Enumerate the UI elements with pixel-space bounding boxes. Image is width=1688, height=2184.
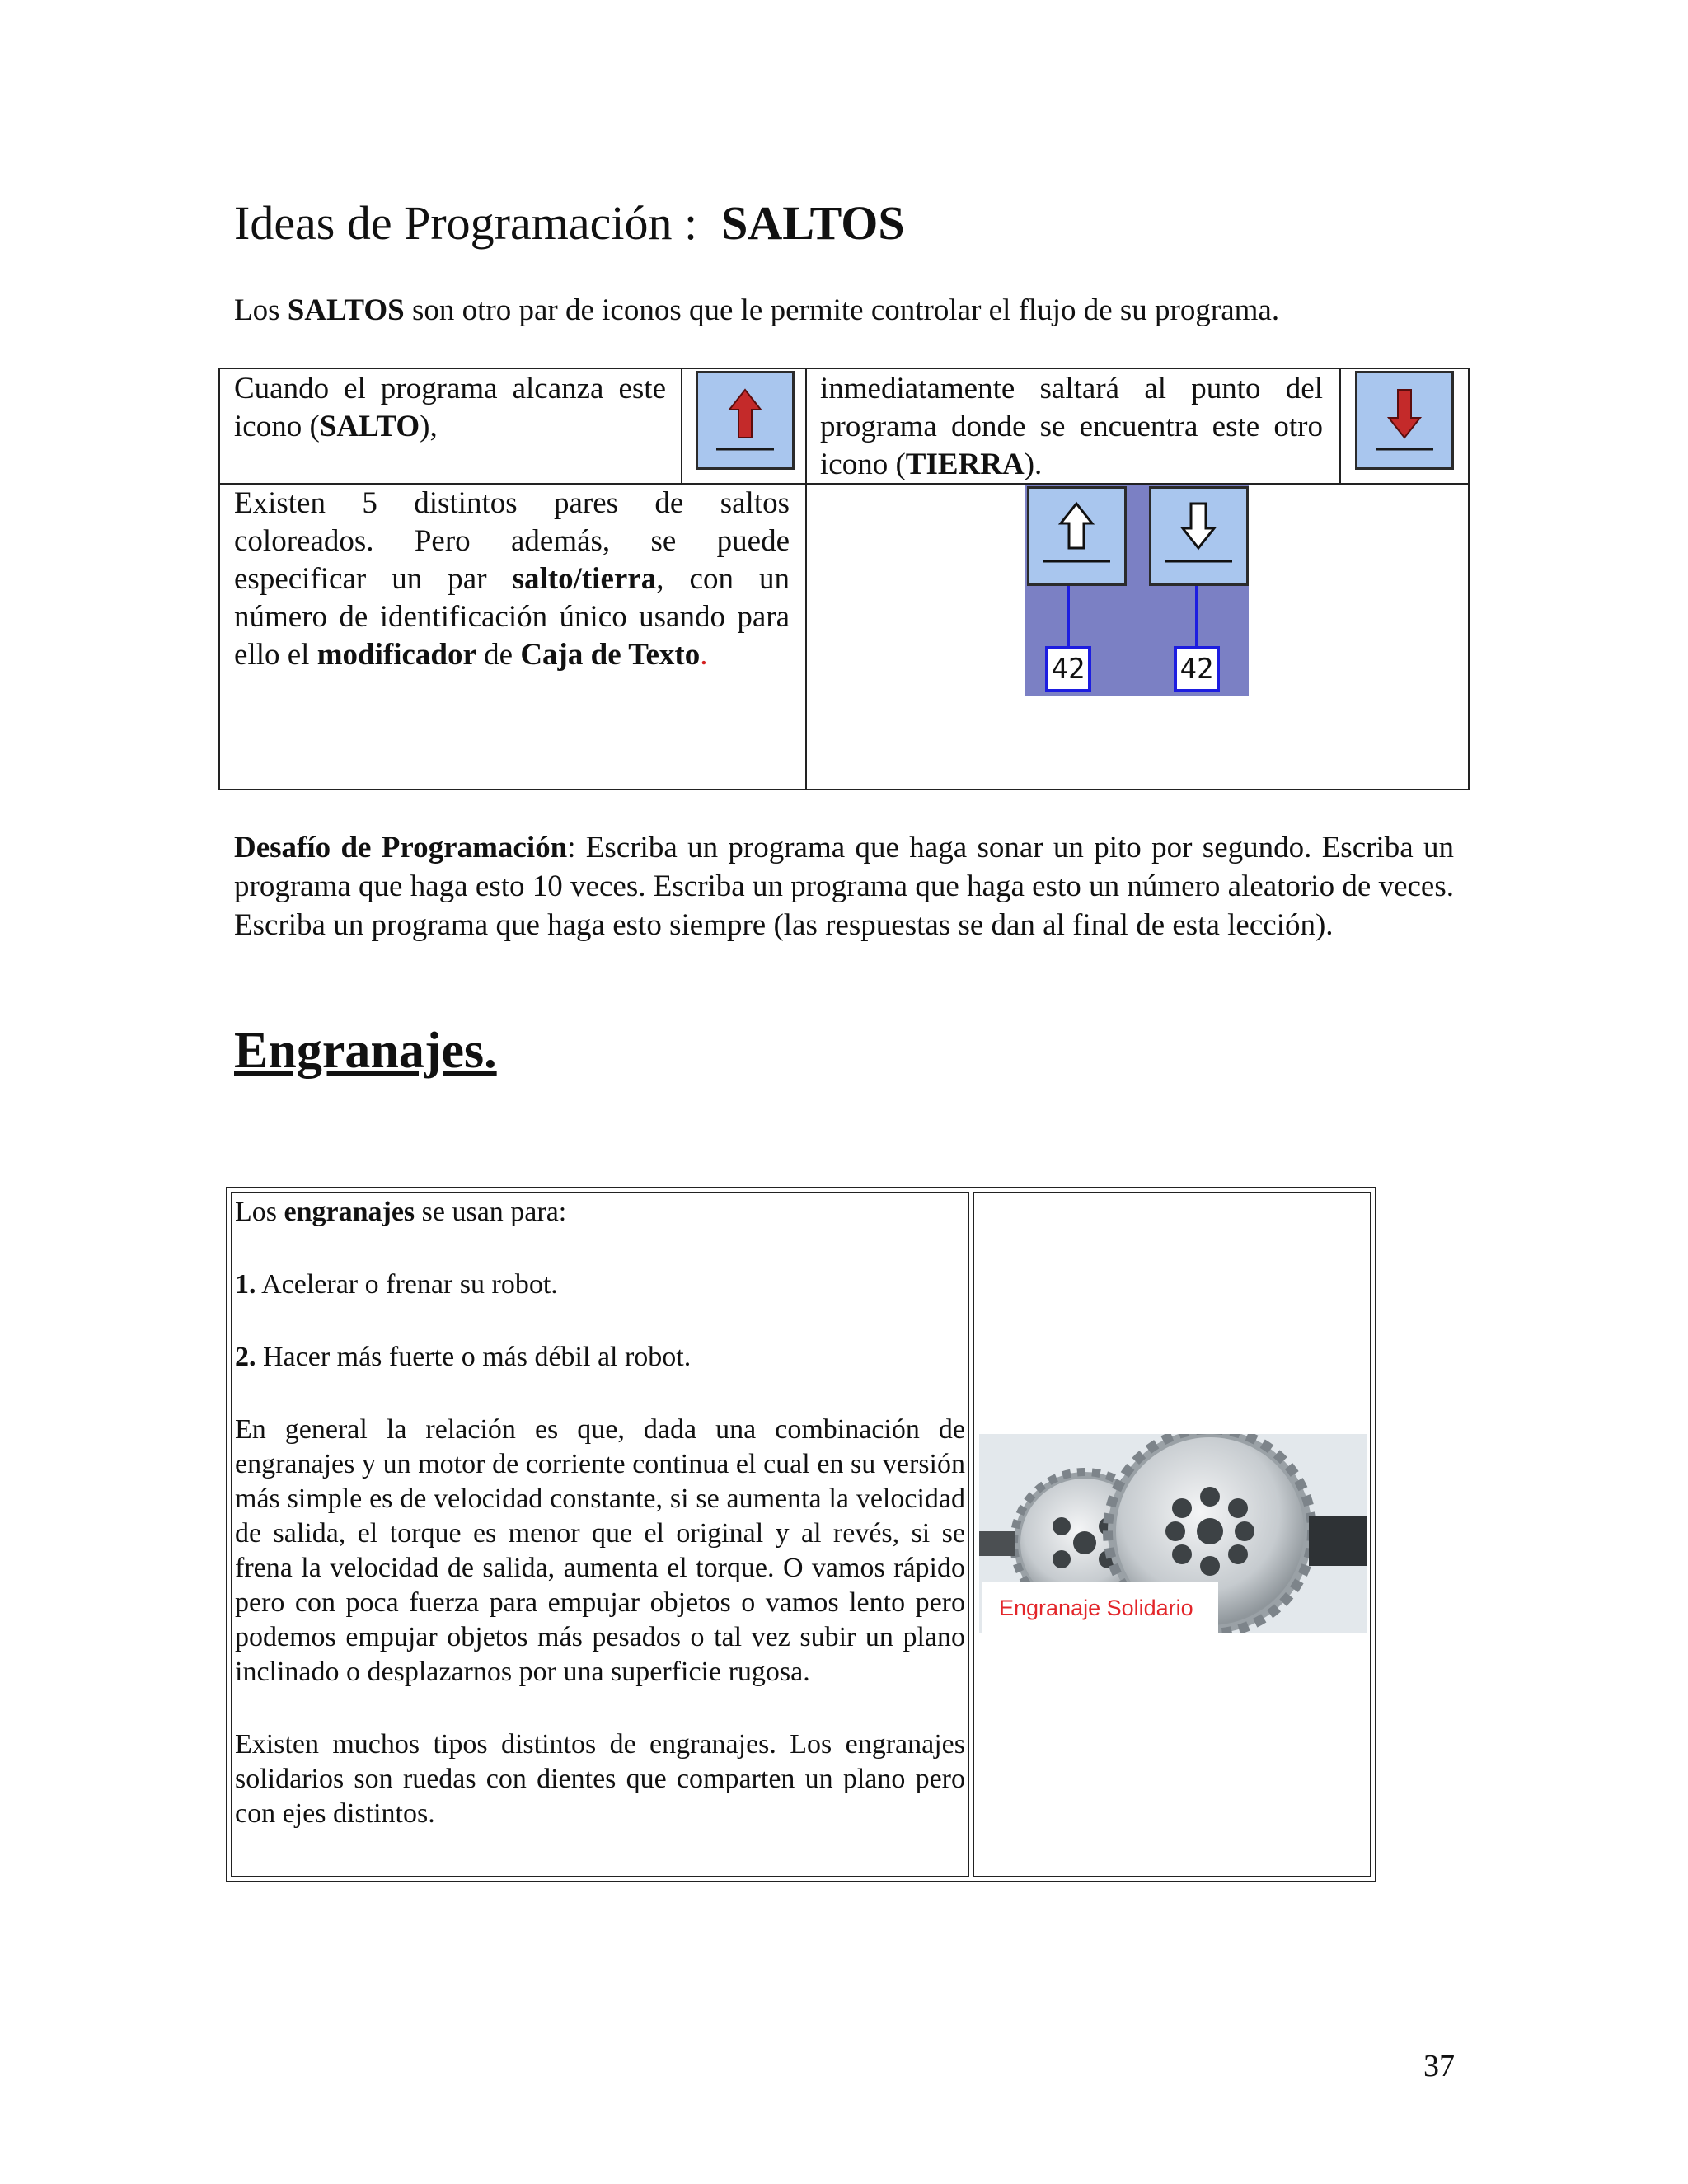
gears-heading: Engranajes. bbox=[234, 1023, 497, 1079]
connector-line-left bbox=[1067, 586, 1070, 652]
jump-pair-figure bbox=[1025, 485, 1249, 696]
page-title: Ideas de Programación : SALTOS bbox=[234, 196, 905, 250]
gears-types: Existen muchos tipos distintos de engranajes. Los engranajes solidarios son ruedas con dientes que comparten un plano pero con ejes distintos. bbox=[235, 1729, 965, 1829]
gears-text bbox=[235, 1195, 965, 1831]
red-down-arrow-icon bbox=[1355, 371, 1454, 470]
page-title-bold: SALTOS bbox=[721, 196, 905, 250]
saltos-cell-land: inmediatamente saltará al punto del programa donde se encuentra este otro icono (TIERRA). bbox=[820, 372, 1323, 481]
intro-bold: SALTOS bbox=[287, 293, 405, 327]
list-item: 1. Acelerar o frenar su robot. bbox=[235, 1269, 558, 1300]
list-item: 2. Hacer más fuerte o más débil al robot. bbox=[235, 1342, 692, 1372]
connector-line-right bbox=[1195, 586, 1198, 652]
gears-intro: Los engranajes se usan para: bbox=[235, 1197, 567, 1227]
red-up-arrow-icon bbox=[696, 371, 795, 470]
id-box-right: 42 bbox=[1174, 646, 1220, 692]
saltos-cell-description: Existen 5 distintos pares de saltos coloreados. Pero además, se puede especificar un par salto/tierra, con un número de identificación único usando para ello el modificador de Caja de Texto. bbox=[234, 486, 790, 672]
saltos-cell-jump: Cuando el programa alcanza este icono (SALTO), bbox=[234, 372, 666, 443]
photo-caption: Engranaje Solidario bbox=[982, 1582, 1218, 1633]
outline-down-arrow-icon bbox=[1149, 486, 1249, 586]
page-number: 37 bbox=[1423, 2049, 1455, 2083]
gears-explanation: En general la relación es que, dada una combinación de engranajes y un motor de corriente continua el cual en su versión más simple es de velocidad constante, si se aumenta la velocidad de salida, el torque es menor que el original y al revés, si se frena la velocidad de salida, aumenta el torque. O vamos rápido pero con poca fuerza para empujar objetos o vamos lento pero podemos empujar objetos más pesados o tal vez subir un plano inclinado o desplazarnos por una superficie rugosa. bbox=[235, 1414, 965, 1687]
challenge-paragraph: Desafío de Programación: Escriba un programa que haga sonar un pito por segundo. Escriba un programa que haga esto 10 veces. Escriba un programa que haga esto un número aleatorio de veces. Escriba un programa que haga esto siempre (las respuestas se dan al final de esta lección). bbox=[234, 831, 1454, 942]
id-box-left: 42 bbox=[1045, 646, 1091, 692]
intro-paragraph: Los SALTOS son otro par de iconos que le permite controlar el flujo de su programa. bbox=[234, 293, 1280, 327]
outline-up-arrow-icon bbox=[1027, 486, 1127, 586]
